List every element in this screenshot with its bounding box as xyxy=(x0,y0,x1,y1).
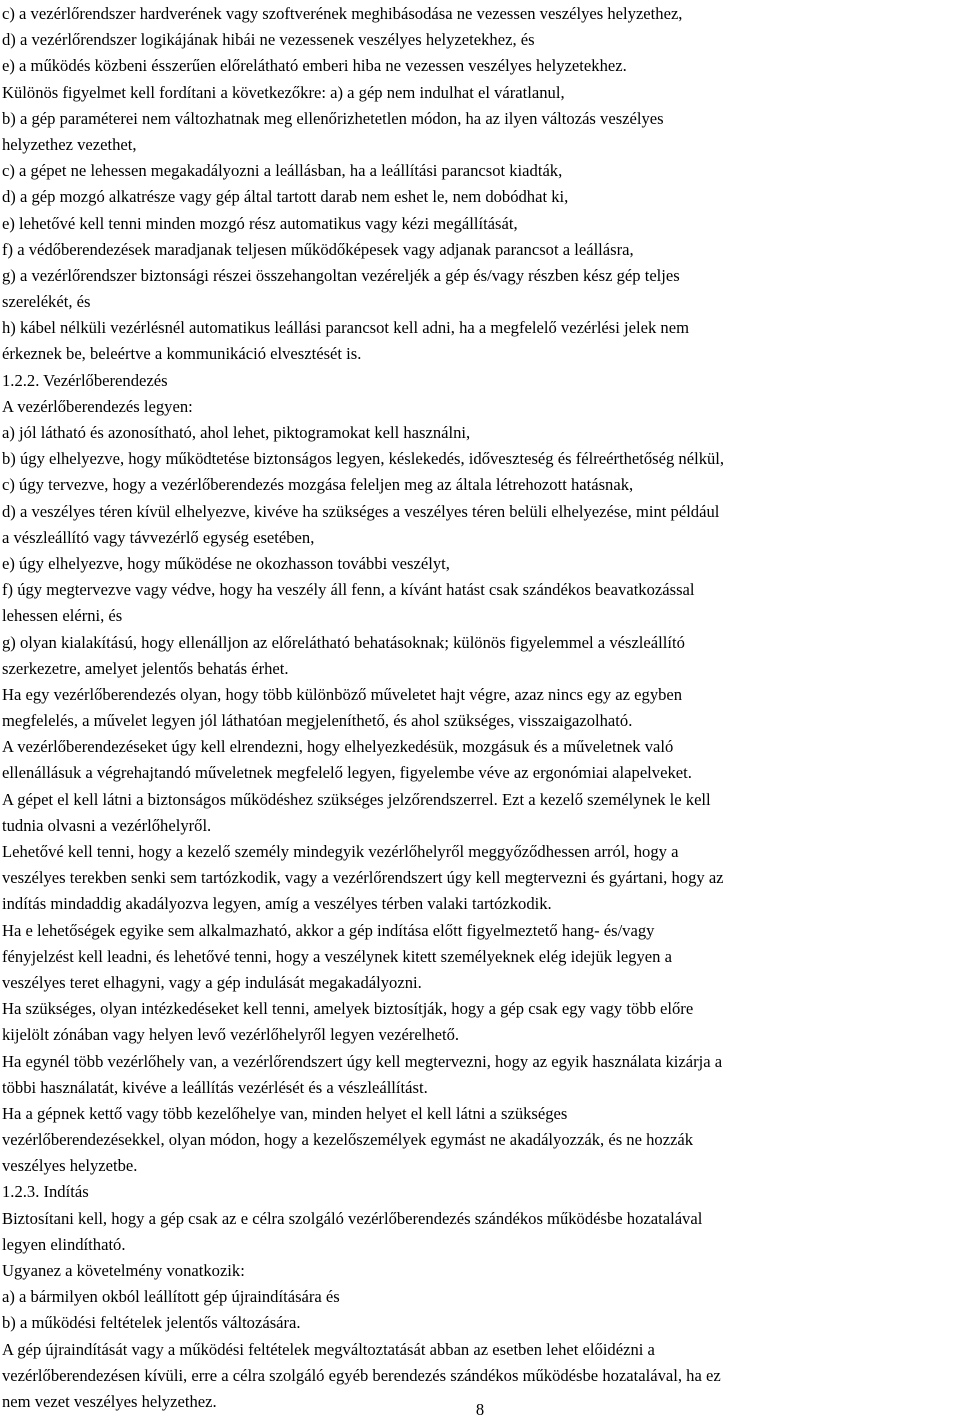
text-line: f) a védőberendezések maradjanak teljesen működőképesek vagy adjanak parancsot a leállásra, xyxy=(2,239,634,259)
text-line: Ha a gépnek kettő vagy több kezelőhelye van, minden helyet el kell látni a szükséges xyxy=(2,1103,568,1123)
text-line: Különös figyelmet kell fordítani a következőkre: a) a gép nem indulhat el váratlanul, xyxy=(2,82,565,102)
text-line: lehessen elérni, és xyxy=(2,606,123,626)
text-line: Ha egy vezérlőberendezés olyan, hogy több különböző műveletet hajt végre, azaz nincs egy az egyben xyxy=(2,684,683,704)
page-number: 8 xyxy=(475,1400,485,1419)
section-heading: 1.2.2. Vezérlőberendezés xyxy=(2,370,168,390)
text-line: kijelölt zónában vagy helyen levő vezérlőhelyről legyen vezérelhető. xyxy=(2,1025,460,1045)
text-line: vezérlőberendezésekkel, olyan módon, hogy a kezelőszemélyek egymást ne akadályozzák, és ne hozzák xyxy=(2,1130,694,1150)
text-line: c) a vezérlőrendszer hardverének vagy szoftverének meghibásodása ne vezessen veszélyes helyzethez, xyxy=(2,4,683,23)
text-line: legyen elindítható. xyxy=(2,1234,126,1254)
section-heading: 1.2.3. Indítás xyxy=(2,1182,89,1202)
text-line: veszélyes helyzetbe. xyxy=(2,1156,138,1176)
text-line: nem vezet veszélyes helyzethez. xyxy=(2,1391,217,1411)
text-line: A gép újraindítását vagy a működési feltételek megváltoztatását abban az esetben lehet előidézni a xyxy=(2,1339,655,1359)
text-line: Lehetővé kell tenni, hogy a kezelő személy mindegyik vezérlőhelyről meggyőződhessen arról, hogy a xyxy=(2,842,679,861)
text-line: Biztosítani kell, hogy a gép csak az e célra szolgáló vezérlőberendezés szándékos működésbe hozatalával xyxy=(2,1208,703,1228)
text-line: ellenállásuk a végrehajtandó műveletnek megfelelő legyen, figyelembe véve az ergonómiai alapelveket. xyxy=(2,763,692,783)
text-line: vezérlőberendezésen kívüli, erre a célra szolgáló egyéb berendezés szándékos működésbe hozatalával, ha ez xyxy=(2,1365,721,1385)
text-line: h) kábel nélküli vezérlésnél automatikus leállási parancsot kell adni, ha a megfelelő vezérlési jelek nem xyxy=(2,318,689,338)
text-line: Ha egynél több vezérlőhely van, a vezérlőrendszert úgy kell megtervezni, hogy az egyik használata kizárja a xyxy=(2,1051,723,1071)
text-line: Ha e lehetőségek egyike sem alkalmazható, akkor a gép indítása előtt figyelmeztető hang- és/vagy xyxy=(2,920,655,940)
text-line: helyzethez vezethet, xyxy=(2,134,137,154)
text-line: a vészleállító vagy távvezérlő egység esetében, xyxy=(2,527,315,547)
text-line: b) úgy elhelyezve, hogy működtetése biztonságos legyen, késlekedés, időveszteség és félreérthetőség nélkül, xyxy=(2,449,725,469)
text-line: d) a veszélyes téren kívül elhelyezve, kivéve ha szükséges a veszélyes téren belüli elhelyezése, mint például xyxy=(2,501,720,521)
text-line: d) a vezérlőrendszer logikájának hibái ne vezessenek veszélyes helyzetekhez, és xyxy=(2,30,535,50)
text-line: megfelelés, a művelet legyen jól láthatóan megjeleníthető, és ahol szükséges, visszaigazolható. xyxy=(2,711,633,731)
text-line: Ha szükséges, olyan intézkedéseket kell tenni, amelyek biztosítják, hogy a gép csak egy vagy több előre xyxy=(2,999,694,1019)
text-line: érkeznek be, beleértve a kommunikáció elvesztését is. xyxy=(2,344,362,364)
text-line: g) olyan kialakítású, hogy ellenálljon az előrelátható behatásoknak; különös figyelemmel a vészleállító xyxy=(2,632,685,652)
text-line: tudnia olvasni a vezérlőhelyről. xyxy=(2,815,212,835)
text-line: A vezérlőberendezéseket úgy kell elrendezni, hogy elhelyezkedésük, mozgásuk és a műveletnek való xyxy=(2,737,674,757)
text-line: többi használatát, kivéve a leállítás vezérlését és a vészleállítást. xyxy=(2,1077,428,1097)
text-line: d) a gép mozgó alkatrésze vagy gép által tartott darab nem eshet le, nem dobódhat ki, xyxy=(2,187,569,207)
text-line: szerkezetre, amelyet jelentős behatás érhet. xyxy=(2,658,289,678)
text-line: e) lehetővé kell tenni minden mozgó rész automatikus vagy kézi megállítását, xyxy=(2,213,518,233)
text-line: veszélyes teret elhagyni, vagy a gép indulását megakadályozni. xyxy=(2,972,422,992)
text-line: g) a vezérlőrendszer biztonsági részei összehangoltan vezéreljék a gép és/vagy részben kész gép teljes xyxy=(2,265,680,285)
text-line: Ugyanez a követelmény vonatkozik: xyxy=(2,1261,245,1280)
text-line: c) úgy tervezve, hogy a vezérlőberendezés mozgása feleljen meg az általa létrehozott hatásnak, xyxy=(2,475,634,495)
text-line: indítás mindaddig akadályozva legyen, amíg a veszélyes térben valaki tartózkodik. xyxy=(2,894,552,914)
text-line: b) a gép paraméterei nem változhatnak meg ellenőrizhetetlen módon, ha az ilyen változás veszélyes xyxy=(2,108,664,128)
document-body xyxy=(2,0,960,1414)
text-line: e) úgy elhelyezve, hogy működése ne okozhasson további veszélyt, xyxy=(2,553,450,573)
text-line: c) a gépet ne lehessen megakadályozni a leállásban, ha a leállítási parancsot kiadták, xyxy=(2,161,563,181)
text-line: f) úgy megtervezve vagy védve, hogy ha veszély áll fenn, a kívánt hatást csak szándékos beavatkozással xyxy=(2,580,695,600)
text-line: e) a működés közbeni ésszerűen előrelátható emberi hiba ne vezessen veszélyes helyzetekhez. xyxy=(2,56,627,76)
text-line: fényjelzést kell leadni, és lehetővé tenni, hogy a veszélynek kitett személyeknek elég idejük legyen a xyxy=(2,946,672,966)
text-line: b) a működési feltételek jelentős változására. xyxy=(2,1313,301,1333)
text-line: A vezérlőberendezés legyen: xyxy=(2,396,193,416)
text-line: a) jól látható és azonosítható, ahol lehet, piktogramokat kell használni, xyxy=(2,423,471,442)
text-line: a) a bármilyen okból leállított gép újraindítására és xyxy=(2,1287,340,1307)
text-line: veszélyes terekben senki sem tartózkodik, vagy a vezérlőrendszert úgy kell megtervezni és gyártani, hogy az xyxy=(2,868,724,888)
text-line: A gépet el kell látni a biztonságos működéshez szükséges jelzőrendszerrel. Ezt a kezelő személynek le kell xyxy=(2,789,711,809)
text-line: szerelékét, és xyxy=(2,292,91,312)
